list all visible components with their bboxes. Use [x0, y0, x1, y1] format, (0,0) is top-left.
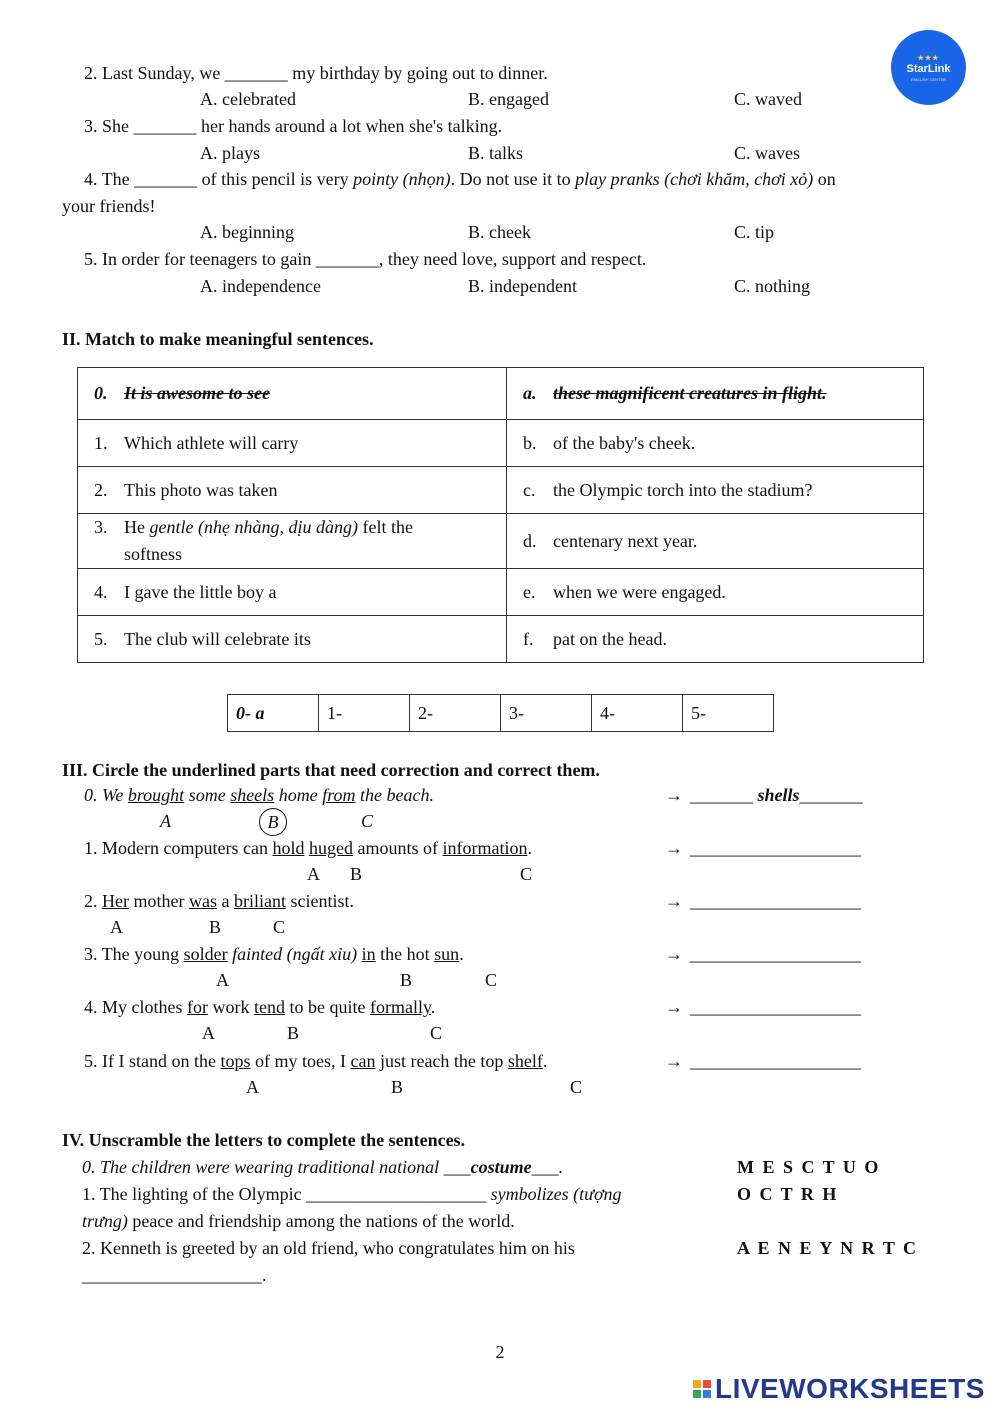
option-a[interactable]: A. independence: [200, 276, 321, 296]
table-row: [78, 569, 924, 616]
option-b[interactable]: was: [188, 891, 217, 911]
answer-grid: [227, 694, 774, 732]
option-c[interactable]: sun: [434, 944, 460, 964]
match-right-b: b. of the baby's cheek.: [507, 420, 924, 467]
answer-cell-0: 0- a: [228, 695, 319, 732]
error-sentence-4: 4. My clothes for work tend to be quite formally.: [84, 997, 436, 1017]
option-b[interactable]: B. talks: [468, 143, 524, 163]
option-a[interactable]: A. beginning: [200, 222, 294, 242]
table-row: [78, 616, 924, 663]
label-a: A: [216, 970, 229, 990]
example-sentence: 0. We brought some sheels home from the beach.: [84, 785, 434, 805]
label-b: B: [209, 917, 222, 937]
example-answer: _______ shells_______: [690, 785, 863, 805]
option-c[interactable]: information: [442, 838, 528, 858]
answer-blank-4[interactable]: ___________________: [690, 997, 861, 1017]
option-a[interactable]: solder: [183, 944, 228, 964]
label-a: A: [110, 917, 123, 937]
arrow-icon: →: [665, 1051, 683, 1071]
label-a: A: [160, 811, 171, 831]
table-row: [228, 695, 774, 732]
question-4: 4. The _______ of this pencil is very pointy (nhọn). Do not use it to play pranks (chơi khăm, chơi xỏ) on: [84, 169, 836, 189]
arrow-icon: →: [665, 785, 683, 805]
option-c[interactable]: C. tip: [734, 222, 775, 242]
error-sentence-3: 3. The young solder fainted (ngất xỉu) in the hot sun.: [84, 944, 464, 964]
match-left-5: 5. The club will celebrate its: [78, 616, 507, 663]
answer-cell-4[interactable]: 4-: [592, 695, 683, 732]
label-b-circled: B: [266, 808, 287, 834]
question-2: 2. Last Sunday, we _______ my birthday by going out to dinner.: [84, 63, 548, 83]
label-c: C: [485, 970, 498, 990]
option-c[interactable]: C. waved: [734, 89, 802, 109]
option-a[interactable]: for: [187, 997, 208, 1017]
section-2-heading: II. Match to make meaningful sentences.: [62, 329, 374, 349]
option-a[interactable]: A. celebrated: [200, 89, 296, 109]
answer-cell-2[interactable]: 2-: [410, 695, 501, 732]
option-b[interactable]: B. independent: [468, 276, 577, 296]
scrambled-letters-2: A E N E Y N R T C: [737, 1238, 919, 1258]
match-right-c: c. the Olympic torch into the stadium?: [507, 467, 924, 514]
table-row: [78, 514, 924, 569]
option-b[interactable]: huged: [308, 838, 353, 858]
arrow-icon: →: [665, 944, 683, 964]
match-table: [77, 367, 924, 663]
unscramble-q2: 2. Kenneth is greeted by an old friend, who congratulates him on his: [82, 1238, 575, 1258]
match-left-3: 3. He gentle (nhẹ nhàng, dịu dàng) felt the softness: [78, 514, 507, 569]
logo-subtitle: ENGLISH CENTER: [910, 76, 947, 82]
label-c: C: [430, 1023, 443, 1043]
match-right-a: a. these magnificent creatures in flight.: [507, 368, 924, 420]
match-left-0: 0. It is awesome to see: [78, 368, 507, 420]
unscramble-q1: 1. The lighting of the Olympic ____________________ symbolizes (tượng: [82, 1184, 622, 1204]
answer-cell-3[interactable]: 3-: [501, 695, 592, 732]
answer-cell-1[interactable]: 1-: [319, 695, 410, 732]
option-b[interactable]: B. engaged: [468, 89, 549, 109]
option-b[interactable]: can: [350, 1051, 376, 1071]
error-sentence-2: 2. Her mother was a briliant scientist.: [84, 891, 354, 911]
section-4-heading: IV. Unscramble the letters to complete the sentences.: [62, 1130, 466, 1150]
option-c[interactable]: formally: [369, 997, 431, 1017]
label-c: C: [273, 917, 286, 937]
liveworksheets-logo: [693, 1373, 985, 1405]
label-b: B: [400, 970, 413, 990]
table-row: [78, 420, 924, 467]
answer-blank-2[interactable]: ___________________: [690, 891, 861, 911]
option-a[interactable]: Her: [102, 891, 129, 911]
label-a: A: [307, 864, 320, 884]
label-c: C: [570, 1077, 583, 1097]
label-b: B: [287, 1023, 300, 1043]
label-a: A: [246, 1077, 259, 1097]
arrow-icon: →: [665, 891, 683, 911]
question-4-cont: your friends!: [62, 196, 156, 216]
arrow-icon: →: [665, 997, 683, 1017]
options-3: [62, 140, 942, 166]
option-b[interactable]: B. cheek: [468, 222, 531, 242]
option-c[interactable]: briliant: [233, 891, 286, 911]
options-2: [62, 86, 942, 112]
answer-blank-5[interactable]: ___________________: [690, 1051, 861, 1071]
match-left-1: 1. Which athlete will carry: [78, 420, 507, 467]
answer-blank-1[interactable]: ___________________: [690, 838, 861, 858]
question-5: 5. In order for teenagers to gain _______, they need love, support and respect.: [84, 249, 647, 269]
option-b[interactable]: in: [361, 944, 376, 964]
question-3: 3. She _______ her hands around a lot when she's talking.: [84, 116, 503, 136]
unscramble-q1-cont: trưng) peace and friendship among the nations of the world.: [82, 1211, 515, 1231]
label-c: C: [361, 811, 374, 831]
match-right-f: f. pat on the head.: [507, 616, 924, 663]
section-3-heading: III. Circle the underlined parts that need correction and correct them.: [62, 760, 600, 780]
unscramble-q2-blank[interactable]: ____________________.: [82, 1265, 267, 1285]
table-row: [78, 467, 924, 514]
match-right-e: e. when we were engaged.: [507, 569, 924, 616]
label-b: B: [350, 864, 363, 884]
answer-cell-5[interactable]: 5-: [683, 695, 774, 732]
option-a[interactable]: tops: [220, 1051, 251, 1071]
option-b[interactable]: tend: [254, 997, 285, 1017]
scrambled-letters-1: O C T R H: [737, 1184, 839, 1204]
error-sentence-1: 1. Modern computers can hold huged amounts of information.: [84, 838, 532, 858]
label-c: C: [520, 864, 533, 884]
error-sentence-5: 5. If I stand on the tops of my toes, I can just reach the top shelf.: [84, 1051, 548, 1071]
match-right-d: d. centenary next year.: [507, 514, 924, 569]
option-c[interactable]: C. nothing: [734, 276, 811, 296]
arrow-icon: →: [665, 838, 683, 858]
unscramble-example: 0. The children were wearing traditional national ___costume___.: [82, 1157, 564, 1177]
options-4: [62, 219, 942, 245]
page-number: 2: [495, 1342, 505, 1362]
logo-name: StarLink: [906, 62, 951, 75]
option-c[interactable]: shelf: [507, 1051, 543, 1071]
answer-blank-3[interactable]: ___________________: [690, 944, 861, 964]
stars-icon: ★★★: [917, 54, 940, 62]
option-a[interactable]: hold: [272, 838, 305, 858]
table-row: [78, 368, 924, 420]
label-b: B: [391, 1077, 404, 1097]
liveworksheets-icon: [693, 1380, 711, 1398]
brand-text: LIVEWORKSHEETS: [715, 1373, 985, 1404]
scrambled-letters-0: M E S C T U O: [737, 1157, 881, 1177]
match-left-2: 2. This photo was taken: [78, 467, 507, 514]
option-c[interactable]: C. waves: [734, 143, 800, 163]
match-left-4: 4. I gave the little boy a: [78, 569, 507, 616]
option-a[interactable]: A. plays: [200, 143, 260, 163]
options-5: [62, 273, 942, 299]
label-a: A: [202, 1023, 215, 1043]
